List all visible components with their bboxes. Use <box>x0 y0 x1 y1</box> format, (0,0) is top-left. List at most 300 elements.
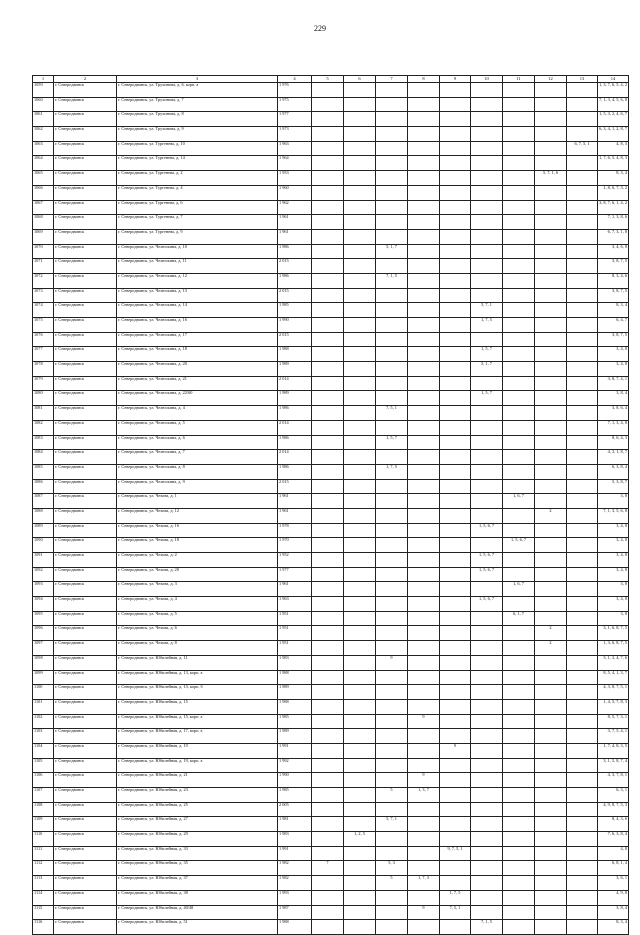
col8-cell <box>408 861 440 876</box>
col6-cell <box>344 523 376 538</box>
col7-cell: 5, 1, 7 <box>376 244 408 259</box>
col7-cell <box>376 420 408 435</box>
year-cell: 1 970 <box>278 538 312 553</box>
col14-cell: 3, 8, 7, 6, 1, 4, 2 <box>598 200 629 215</box>
col9-cell <box>440 670 471 685</box>
col14-cell: 6, 4, 7 <box>598 318 629 333</box>
row-number: 1073 <box>33 288 54 303</box>
table-row <box>33 758 629 773</box>
col6-cell <box>344 802 376 817</box>
column-header: 9 <box>440 76 471 83</box>
row-number: 1060 <box>33 97 54 112</box>
col13-cell <box>567 391 598 406</box>
col10-cell <box>471 861 503 876</box>
col5-cell <box>312 611 344 626</box>
address-cell: г. Северодвинск, ул. Юбилейная, д. 23 <box>117 788 278 803</box>
col14-cell: 6, 7, 3, 1, 8 <box>598 229 629 244</box>
col8-cell <box>408 332 440 347</box>
col7-cell <box>376 303 408 318</box>
col11-cell <box>503 876 535 891</box>
table-row <box>33 788 629 803</box>
row-number: 1059 <box>33 83 54 98</box>
address-cell: г. Северодвинск, ул. Юбилейная, д. 15 <box>117 699 278 714</box>
table-row <box>33 641 629 656</box>
col6-cell <box>344 567 376 582</box>
year-cell: 1 993 <box>278 890 312 905</box>
col8-cell: 1, 7, 3 <box>408 876 440 891</box>
settlement-cell: г. Северодвинск <box>54 332 117 347</box>
col12-cell <box>535 288 567 303</box>
col6-cell <box>344 259 376 274</box>
address-cell: г. Северодвинск, ул. Трухинова, д. 8 <box>117 112 278 127</box>
table-row <box>33 303 629 318</box>
settlement-cell: г. Северодвинск <box>54 318 117 333</box>
col8-cell <box>408 553 440 568</box>
address-cell: г. Северодвинск, ул. Юбилейная, д. 35 <box>117 861 278 876</box>
col7-cell: 5, 3 <box>376 861 408 876</box>
col14-cell: 3, 4, 8 <box>598 362 629 377</box>
col5-cell <box>312 303 344 318</box>
settlement-cell: г. Северодвинск <box>54 376 117 391</box>
col8-cell <box>408 479 440 494</box>
col14-cell: 4, 3, 7, 8, 1 <box>598 773 629 788</box>
col6-cell <box>344 420 376 435</box>
col14-cell: 1, 7, 6, 5, 4, 8, 3 <box>598 156 629 171</box>
col5-cell <box>312 773 344 788</box>
col6-cell <box>344 758 376 773</box>
year-cell: 1 983 <box>278 832 312 847</box>
col13-cell <box>567 788 598 803</box>
col14-cell: 3, 8, 7, 5 <box>598 332 629 347</box>
col8-cell <box>408 200 440 215</box>
col13-cell <box>567 450 598 465</box>
col6-cell <box>344 318 376 333</box>
col9-cell <box>440 450 471 465</box>
col10-cell <box>471 729 503 744</box>
col11-cell <box>503 464 535 479</box>
col14-cell: 8, 3, 4 <box>598 303 629 318</box>
year-cell: 2 015 <box>278 479 312 494</box>
year-cell: 1 987 <box>278 905 312 920</box>
col13-cell <box>567 464 598 479</box>
col7-cell <box>376 156 408 171</box>
col7-cell <box>376 112 408 127</box>
col14-cell: 7, 1, 3, 5, 6, 8 <box>598 508 629 523</box>
col8-cell <box>408 464 440 479</box>
column-header: 11 <box>503 76 535 83</box>
col12-cell <box>535 347 567 362</box>
col12-cell <box>535 259 567 274</box>
col12-cell <box>535 685 567 700</box>
year-cell: 1 960 <box>278 185 312 200</box>
settlement-cell: г. Северодвинск <box>54 758 117 773</box>
col11-cell <box>503 670 535 685</box>
col14-cell: 3, 8 <box>598 494 629 509</box>
table-row <box>33 699 629 714</box>
col13-cell <box>567 127 598 142</box>
col6-cell <box>344 406 376 421</box>
col13-cell <box>567 920 598 935</box>
col5-cell <box>312 890 344 905</box>
year-cell: 1 951 <box>278 611 312 626</box>
col13-cell <box>567 670 598 685</box>
col8-cell <box>408 215 440 230</box>
row-number: 1069 <box>33 229 54 244</box>
address-cell: г. Северодвинск, ул. Трухинова, д. 9 <box>117 127 278 142</box>
col7-cell <box>376 391 408 406</box>
table-row <box>33 523 629 538</box>
col13-cell <box>567 846 598 861</box>
col8-cell <box>408 538 440 553</box>
settlement-cell: г. Северодвинск <box>54 582 117 597</box>
settlement-cell: г. Северодвинск <box>54 391 117 406</box>
settlement-cell: г. Северодвинск <box>54 567 117 582</box>
col11-cell <box>503 905 535 920</box>
col5-cell <box>312 112 344 127</box>
col12-cell <box>535 435 567 450</box>
col14-cell: 6, 3, 8, 4 <box>598 464 629 479</box>
col8-cell <box>408 229 440 244</box>
row-number: 1098 <box>33 655 54 670</box>
year-cell: 1 981 <box>278 817 312 832</box>
settlement-cell: г. Северодвинск <box>54 714 117 729</box>
col6-cell <box>344 494 376 509</box>
table-row <box>33 244 629 259</box>
row-number: 1077 <box>33 347 54 362</box>
col11-cell <box>503 83 535 98</box>
settlement-cell: г. Северодвинск <box>54 685 117 700</box>
col13-cell <box>567 347 598 362</box>
col5-cell <box>312 655 344 670</box>
col6-cell <box>344 655 376 670</box>
col8-cell <box>408 567 440 582</box>
col10-cell <box>471 685 503 700</box>
col10-cell: 5, 7, 1 <box>471 303 503 318</box>
address-cell: г. Северодвинск, ул. Тургенева, д. 4 <box>117 185 278 200</box>
col9-cell <box>440 112 471 127</box>
col9-cell <box>440 97 471 112</box>
col10-cell <box>471 788 503 803</box>
col10-cell <box>471 244 503 259</box>
table-row <box>33 420 629 435</box>
address-cell: г. Северодвинск, ул. Тургенева, д. 6 <box>117 200 278 215</box>
settlement-cell: г. Северодвинск <box>54 112 117 127</box>
col5-cell <box>312 244 344 259</box>
year-cell: 1 964 <box>278 156 312 171</box>
col13-cell <box>567 215 598 230</box>
col5-cell <box>312 758 344 773</box>
row-number: 1102 <box>33 714 54 729</box>
col14-cell: 3, 4, 8 <box>598 567 629 582</box>
col12-cell <box>535 479 567 494</box>
col8-cell <box>408 406 440 421</box>
col14-cell: 3, 4, 8 <box>598 553 629 568</box>
col14-cell: 7, 1, 3, 4, 5, 6, 8 <box>598 97 629 112</box>
col8-cell <box>408 273 440 288</box>
col13-cell <box>567 641 598 656</box>
table-row <box>33 318 629 333</box>
address-cell: г. Северодвинск, ул. Челюскина, д. 10 <box>117 244 278 259</box>
year-cell: 2 014 <box>278 420 312 435</box>
col10-cell <box>471 714 503 729</box>
col5-cell <box>312 582 344 597</box>
col6-cell <box>344 714 376 729</box>
col13-cell <box>567 332 598 347</box>
col10-cell: 1, 5, 7 <box>471 347 503 362</box>
col9-cell <box>440 508 471 523</box>
col13-cell <box>567 420 598 435</box>
col14-cell: 3, 4, 8 <box>598 538 629 553</box>
col9-cell <box>440 655 471 670</box>
settlement-cell: г. Северодвинск <box>54 127 117 142</box>
col7-cell <box>376 920 408 935</box>
col8-cell <box>408 376 440 391</box>
col13-cell <box>567 553 598 568</box>
row-number: 1066 <box>33 185 54 200</box>
col5-cell <box>312 127 344 142</box>
settlement-cell: г. Северодвинск <box>54 273 117 288</box>
col5-cell <box>312 832 344 847</box>
col14-cell: 3, 6, 1 <box>598 876 629 891</box>
col12-cell <box>535 655 567 670</box>
address-cell: г. Северодвинск, ул. Юбилейная, д. 33 <box>117 846 278 861</box>
col7-cell <box>376 141 408 156</box>
col13-cell <box>567 597 598 612</box>
col7-cell: 1, 5, 7 <box>376 435 408 450</box>
col6-cell <box>344 332 376 347</box>
settlement-cell: г. Северодвинск <box>54 171 117 186</box>
col8-cell <box>408 508 440 523</box>
col8-cell <box>408 435 440 450</box>
col8-cell <box>408 347 440 362</box>
settlement-cell: г. Северодвинск <box>54 817 117 832</box>
col14-cell: 7, 1, 3, 4, 8 <box>598 420 629 435</box>
column-header: 10 <box>471 76 503 83</box>
col9-cell <box>440 464 471 479</box>
col6-cell <box>344 890 376 905</box>
col11-cell <box>503 817 535 832</box>
year-cell: 2 005 <box>278 802 312 817</box>
col12-cell <box>535 832 567 847</box>
table-row <box>33 229 629 244</box>
settlement-cell: г. Северодвинск <box>54 288 117 303</box>
col8-cell <box>408 699 440 714</box>
col11-cell <box>503 685 535 700</box>
settlement-cell: г. Северодвинск <box>54 508 117 523</box>
row-number: 1090 <box>33 538 54 553</box>
col10-cell <box>471 112 503 127</box>
row-number: 1062 <box>33 127 54 142</box>
col6-cell <box>344 83 376 98</box>
col6-cell <box>344 362 376 377</box>
col5-cell <box>312 347 344 362</box>
col7-cell <box>376 890 408 905</box>
col5-cell <box>312 464 344 479</box>
address-cell: г. Северодвинск, ул. Челюскина, д. 8 <box>117 464 278 479</box>
col5-cell <box>312 406 344 421</box>
col6-cell <box>344 626 376 641</box>
col10-cell <box>471 758 503 773</box>
col13-cell <box>567 582 598 597</box>
col11-cell <box>503 112 535 127</box>
col6-cell <box>344 450 376 465</box>
col13-cell <box>567 318 598 333</box>
year-cell: 1 985 <box>278 788 312 803</box>
settlement-cell: г. Северодвинск <box>54 699 117 714</box>
col13-cell <box>567 406 598 421</box>
col6-cell <box>344 553 376 568</box>
row-number: 1064 <box>33 156 54 171</box>
col12-cell <box>535 743 567 758</box>
address-cell: г. Северодвинск, ул. Тургенева, д. 14 <box>117 156 278 171</box>
col14-cell: 4, 3, 8, 7, 5, 1 <box>598 685 629 700</box>
col9-cell <box>440 200 471 215</box>
col12-cell: 5, 7, 1, 6 <box>535 171 567 186</box>
year-cell: 2 015 <box>278 332 312 347</box>
col10-cell <box>471 156 503 171</box>
col11-cell <box>503 714 535 729</box>
col6-cell <box>344 920 376 935</box>
col14-cell: 3, 8, 7, 4, 1 <box>598 376 629 391</box>
settlement-cell: г. Северодвинск <box>54 156 117 171</box>
col7-cell <box>376 802 408 817</box>
col12-cell <box>535 494 567 509</box>
col6-cell <box>344 215 376 230</box>
column-header: 4 <box>278 76 312 83</box>
col6-cell <box>344 861 376 876</box>
table-row <box>33 508 629 523</box>
address-cell: г. Северодвинск, ул. Чехова, д. 3 <box>117 582 278 597</box>
col13-cell <box>567 699 598 714</box>
year-cell: 1 962 <box>278 200 312 215</box>
col9-cell <box>440 788 471 803</box>
col11-cell <box>503 890 535 905</box>
settlement-cell: г. Северодвинск <box>54 303 117 318</box>
col7-cell <box>376 523 408 538</box>
address-cell: г. Северодвинск, ул. Челюскина, д. 9 <box>117 479 278 494</box>
col8-cell: 9 <box>408 714 440 729</box>
address-cell: г. Северодвинск, ул. Челюскина, д. 12 <box>117 273 278 288</box>
col14-cell: 3, 4, 8 <box>598 523 629 538</box>
address-cell: г. Северодвинск, ул. Чехова, д. 20 <box>117 567 278 582</box>
table-row <box>33 259 629 274</box>
row-number: 1095 <box>33 611 54 626</box>
col9-cell <box>440 523 471 538</box>
col12-cell <box>535 273 567 288</box>
col11-cell <box>503 185 535 200</box>
col8-cell <box>408 523 440 538</box>
row-number: 1087 <box>33 494 54 509</box>
col12-cell <box>535 817 567 832</box>
table-row <box>33 773 629 788</box>
col9-cell: 1, 7, 5 <box>440 890 471 905</box>
col12-cell <box>535 112 567 127</box>
col10-cell <box>471 479 503 494</box>
col7-cell <box>376 215 408 230</box>
col8-cell <box>408 846 440 861</box>
address-cell: г. Северодвинск, ул. Челюскина, д. 6 <box>117 435 278 450</box>
col6-cell <box>344 112 376 127</box>
col13-cell <box>567 494 598 509</box>
col6-cell <box>344 685 376 700</box>
col12-cell <box>535 802 567 817</box>
col13-cell <box>567 538 598 553</box>
col12-cell <box>535 362 567 377</box>
col13-cell <box>567 244 598 259</box>
settlement-cell: г. Северодвинск <box>54 626 117 641</box>
address-cell: г. Северодвинск, ул. Тургенева, д. 10 <box>117 141 278 156</box>
col12-cell <box>535 464 567 479</box>
col5-cell <box>312 699 344 714</box>
address-cell: г. Северодвинск, ул. Тургенева, д. 7 <box>117 215 278 230</box>
col11-cell <box>503 567 535 582</box>
col7-cell <box>376 743 408 758</box>
col13-cell <box>567 112 598 127</box>
column-header: 12 <box>535 76 567 83</box>
col7-cell <box>376 259 408 274</box>
table-row <box>33 494 629 509</box>
col11-cell <box>503 597 535 612</box>
col13-cell <box>567 479 598 494</box>
year-cell: 1 977 <box>278 112 312 127</box>
col13-cell <box>567 861 598 876</box>
page-number: 229 <box>314 24 326 33</box>
col6-cell <box>344 817 376 832</box>
address-cell: г. Северодвинск, ул. Челюскина, д. 18 <box>117 347 278 362</box>
col7-cell: 1, 7, 5 <box>376 464 408 479</box>
col12-cell <box>535 567 567 582</box>
row-number: 1105 <box>33 758 54 773</box>
settlement-cell: г. Северодвинск <box>54 553 117 568</box>
address-cell: г. Северодвинск, ул. Чехова, д. 5 <box>117 611 278 626</box>
col7-cell <box>376 846 408 861</box>
col5-cell <box>312 920 344 935</box>
col9-cell <box>440 553 471 568</box>
column-header: 13 <box>567 76 598 83</box>
col8-cell: 1, 3, 7 <box>408 788 440 803</box>
header-row <box>33 76 629 83</box>
col14-cell: 3, 8 <box>598 611 629 626</box>
settlement-cell: г. Северодвинск <box>54 406 117 421</box>
col12-cell <box>535 185 567 200</box>
col9-cell <box>440 773 471 788</box>
col7-cell <box>376 773 408 788</box>
col7-cell <box>376 288 408 303</box>
col8-cell <box>408 185 440 200</box>
row-number: 1072 <box>33 273 54 288</box>
table-row <box>33 450 629 465</box>
col7-cell <box>376 582 408 597</box>
address-cell: г. Северодвинск, ул. Юбилейная, д. 13, корп. а <box>117 670 278 685</box>
row-number: 1085 <box>33 464 54 479</box>
col12-cell <box>535 97 567 112</box>
row-number: 1084 <box>33 450 54 465</box>
table-row <box>33 171 629 186</box>
col7-cell <box>376 626 408 641</box>
table-row <box>33 406 629 421</box>
col6-cell <box>344 273 376 288</box>
settlement-cell: г. Северодвинск <box>54 655 117 670</box>
col6-cell <box>344 464 376 479</box>
col14-cell: 3, 1, 5, 8, 7, 4 <box>598 758 629 773</box>
col8-cell <box>408 729 440 744</box>
col13-cell <box>567 83 598 98</box>
settlement-cell: г. Северодвинск <box>54 538 117 553</box>
col8-cell <box>408 171 440 186</box>
settlement-cell: г. Северодвинск <box>54 523 117 538</box>
col5-cell <box>312 523 344 538</box>
col7-cell <box>376 699 408 714</box>
